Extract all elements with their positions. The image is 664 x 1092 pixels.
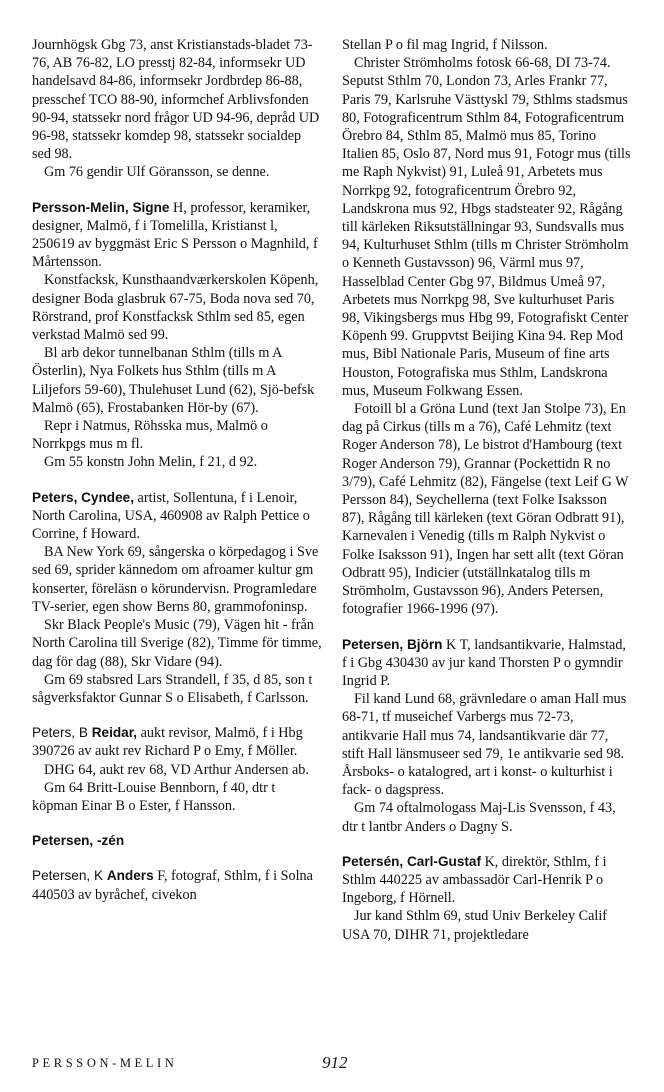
entry-header — [32, 832, 322, 850]
entry-paragraph: Gm 74 oftalmologass Maj-Lis Svensson, f 43, dtr t lantbr Anders o Dagny S. — [342, 800, 616, 835]
entry-paragraph: Konstfacksk, Kunsthaandværkerskolen Köpenh, designer Boda glasbruk 67-75, Boda nova sed 70, Rörstrand, prof Konstfacksk Sthlm sed 85, egen verkstad Malmö sed 99. — [32, 272, 319, 344]
entry-paragraph: Gm 69 stabsred Lars Strandell, f 35, d 85, son t sågverksfaktor Gunnar S o Elisabeth, f Carlsson. — [32, 671, 313, 706]
entry-intro: aukt revisor, Malmö, f i Hbg 390726 av aukt rev Richard P o Emy, f Möller. — [32, 725, 303, 760]
biography-entry — [342, 853, 632, 944]
entry-header — [32, 199, 322, 272]
continued-entry — [342, 36, 632, 619]
entry-intro: K, direktör, Sthlm, f i Sthlm 440225 av ambassadör Carl-Henrik P o Ingeborg, f Hörnell. — [342, 853, 607, 907]
entry-intro: artist, Sollentuna, f i Lenoir, North Carolina, USA, 460908 av Ralph Pettice o Corrine, f Howard. — [32, 489, 310, 543]
left-column — [32, 36, 322, 904]
entry-name: Petersen, -zén — [32, 833, 125, 849]
entry-paragraph: BA New York 69, sångerska o körpedagog i Sve sed 69, sprider kännedom om afroamer kultur gm konserter, föreläsn o körundervisn. Programledare TV-serier, egen show Berns 80, grammofoninsp. — [32, 544, 319, 615]
entry-paragraph: Fotoill bl a Gröna Lund (text Jan Stolpe 73), En dag på Cirkus (tills m a 76), Café Lehmitz (text Roger Anderson 78), Le bistrot d'Hambourg (text Roger Anderson 79), Grannar (Pockettidn R no 3/79), Café Lehmitz (82), Fängelse (text Leif G W Persson 84), Seychellerna (text Folke Isaksson 87), Rågång till kärleken (text Göran Odbratt 91), Karnevalen i Venedig (tills m Ralph Nykvist o Folke Isaksson 91), Ingen har sett allt (text Göran Odbratt 95), Indicier (utställnkatalog tills m Strömholm, Gustavsson 96), Anders Petersen, fotografier 1966-1996 (97). — [342, 401, 629, 618]
entry-paragraph: Fil kand Lund 68, grävnledare o aman Hall mus 68-71, tf museichef Varbergs mus 72-73, antikvarie Hall mus 74, landsantikvarie där 77, stift Hall länsmuseer sed 79, 1e antikvarie sed 98. Årsboks- o katalogred, art i konst- o kulturhist i fack- o dagspress. — [342, 691, 627, 799]
entry-header — [342, 853, 632, 908]
entry-paragraph: Gm 76 gendir Ulf Göransson, se denne. — [44, 164, 270, 181]
entry-paragraph: Bl arb dekor tunnelbanan Sthlm (tills m A Österlin), Nya Folkets hus Sthlm (tills m A Liljefors 59-60), Thulehuset Lund (62), Sjö-befsk Malmö (65), Frostabanken Hör-by (67). — [32, 345, 315, 416]
entry-paragraph: Skr Black People's Music (79), Vägen hit - från North Carolina till Sverige (82), Timme för timme, dag för dag (88), Skr Vidare (94). — [32, 617, 322, 670]
entry-paragraph: Journhögsk Gbg 73, anst Kristianstads-bladet 73-76, AB 76-82, LO presstj 82-84, informsekr UD handelsavd 84-86, informsekr Jordbrdep 86-88, presschef TCO 88-90, informchef Arblivsfonden 90-94, statssekr nord frågor UD 94-96, depråd UD 96-98, statssekr komdep 98, statssekr socialdep sed 98. — [32, 37, 320, 163]
biography-entry — [342, 636, 632, 836]
entry-intro: H, professor, keramiker, designer, Malmö, f i Tomelilla, Kristianst l, 250619 av byggmäst Eric S Persson o Magnhild, f Mårtensson. — [32, 199, 318, 271]
entry-name: Petersen, Björn — [342, 636, 443, 652]
entry-name: Peters, Cyndee, — [32, 489, 134, 505]
entry-intro: K T, landsantikvarie, Halmstad, f i Gbg 430430 av jur kand Thorsten P o gymndir Ingrid P. — [342, 636, 626, 689]
entry-intro: F, fotograf, Sthlm, f i Solna 440503 av byråchef, civekon — [32, 868, 313, 903]
entry-header — [32, 724, 322, 760]
entry-name: Reidar, — [91, 725, 138, 741]
entry-header — [32, 489, 322, 544]
biography-entry — [32, 724, 322, 815]
page-number: 912 — [322, 1053, 348, 1072]
entry-name: Petersén, Carl-Gustaf — [342, 853, 482, 869]
continued-entry — [32, 36, 322, 182]
running-head: PERSSON-MELIN — [32, 1056, 178, 1070]
entry-header — [32, 867, 322, 903]
entry-paragraph: Stellan P o fil mag Ingrid, f Nilsson. — [342, 37, 548, 53]
right-column — [342, 36, 632, 944]
entry-name: Anders — [106, 868, 154, 884]
entry-paragraph: DHG 64, aukt rev 68, VD Arthur Andersen ab. — [44, 761, 309, 778]
entry-paragraph: Christer Strömholms fotosk 66-68, DI 73-74. Seputst Sthlm 70, London 73, Arles Frankr 77, Paris 79, Karlsruhe Västtyskl 79, Sthlms stadsmus 80, Fotograficentrum Sthlm 84, Fotograficentrum Örebro 84, Sthlm 85, Malmö mus 85, Torino Italien 85, Oslo 87, Nord mus 91, Fotogr mus (tills me Raph Nykvist) 91, Luleå 91, Arbetets mus Norrkpg 92, fotograficentrum Örebro 92, Landskrona mus 92, Hbgs stadsteater 92, Rågång till kärleken Riksutställningar 93, Sundsvalls mus 94, Kulturhuset Sthlm (tills m Christer Strömholm o Kenneth Gustavsson) 96, Värml mus 97, Hasselblad Center Gbg 97, Bildmus Umeå 97, Arbetets mus Norrkpg 98, Sve kulturhuset Paris 98, Vikingsbergs mus Hbg 99, Fotografiskt Center Köpenh 99. Gruppvtst Beijing Kina 94. Rep Mod mus, Bibl Nationale Paris, Museum of fine arts Houston, Fotografiska mus Sthlm, Landskrona mus, Museum Folkwang Essen. — [342, 55, 631, 399]
entry-paragraph: Jur kand Sthlm 69, stud Univ Berkeley Calif USA 70, DIHR 71, projektledare — [342, 908, 607, 943]
entry-paragraph: Gm 64 Britt-Louise Bennborn, f 40, dtr t köpman Einar B o Ester, f Hansson. — [32, 779, 276, 814]
page-footer — [0, 1053, 664, 1076]
biography-entry — [32, 832, 322, 850]
entry-paragraph: Repr i Natmus, Röhsska mus, Malmö o Norrkpgs mus m fl. — [32, 418, 268, 453]
entry-header — [342, 636, 632, 691]
biography-entry — [32, 867, 322, 903]
entry-name: Persson-Melin, Signe — [32, 199, 170, 215]
biography-entry — [32, 489, 322, 707]
entry-name-prefix: Petersen, K — [32, 868, 107, 884]
entry-paragraph: Gm 55 konstn John Melin, f 21, d 92. — [44, 454, 258, 471]
biography-entry — [32, 199, 322, 472]
entry-name-prefix: Peters, B — [32, 725, 92, 741]
